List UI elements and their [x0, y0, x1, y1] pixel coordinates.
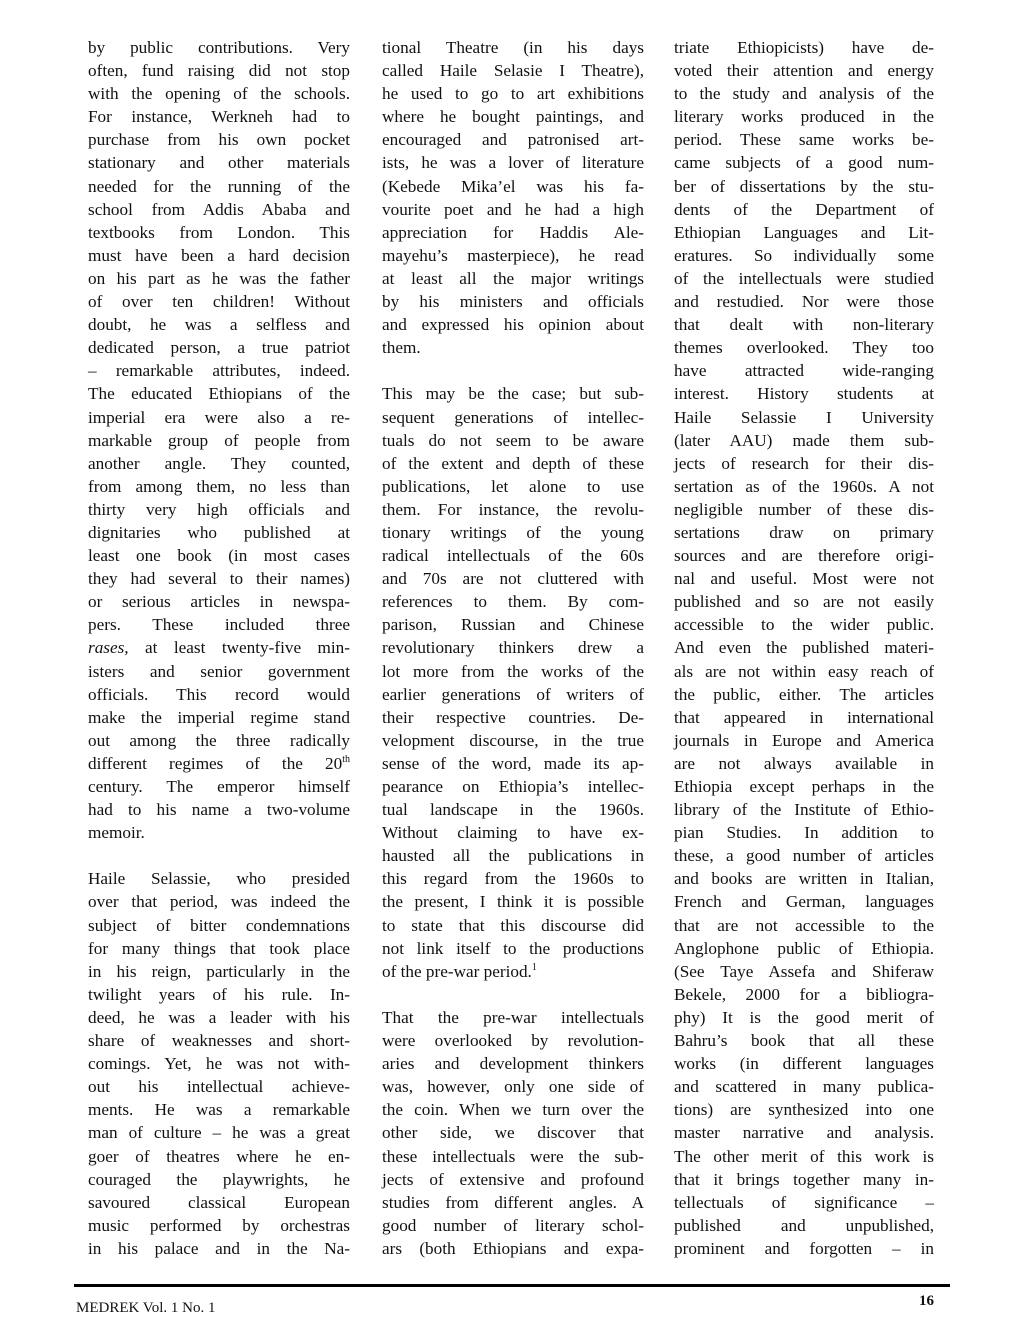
- text-line: (later AAU) made them sub-: [674, 430, 934, 450]
- text-line: pers. These included three: [88, 615, 350, 635]
- text-line: by public contributions. Very: [88, 38, 350, 57]
- text-line: they had several to their names): [88, 569, 350, 589]
- text-line: good number of literary schol-: [382, 1215, 644, 1235]
- text-line: The other merit of this work is: [674, 1146, 934, 1166]
- text-line: school from Addis Ababa and: [88, 199, 350, 219]
- text-line: aries and development thinkers: [382, 1054, 644, 1074]
- text-line: tual landscape in the 1960s.: [382, 800, 644, 820]
- text-line: were overlooked by revolution-: [382, 1031, 644, 1051]
- text-line: are not always available in: [674, 753, 934, 773]
- text-line: goer of theatres where he en-: [88, 1146, 350, 1166]
- text-line: sequent generations of intellec-: [382, 407, 644, 427]
- text-line: vourite poet and he had a high: [382, 199, 644, 219]
- text-line: interest. History students at: [674, 384, 934, 404]
- text-line: markable group of people from: [88, 430, 350, 450]
- text-line: and scattered in many publica-: [674, 1077, 934, 1097]
- text-line: textbooks from London. This: [88, 222, 350, 242]
- text-line: ists, he was a lover of literature: [382, 153, 644, 173]
- text-line: jects of research for their dis-: [674, 453, 934, 473]
- text-line: tionary writings of the young: [382, 522, 644, 542]
- text-line: deed, he was a leader with his: [88, 1007, 350, 1027]
- journal-footer: MEDREK Vol. 1 No. 1: [76, 1300, 216, 1316]
- text-line: their respective countries. De-: [382, 707, 644, 727]
- text-line: music performed by orchestras: [88, 1215, 350, 1235]
- text-line: phy) It is the good merit of: [674, 1007, 934, 1027]
- text-line: isters and senior government: [88, 661, 350, 681]
- text-line: was, however, only one side of: [382, 1077, 644, 1097]
- text-line: jects of extensive and profound: [382, 1169, 644, 1189]
- footnote-reference[interactable]: 1: [531, 961, 537, 973]
- text-line: earlier generations of writers of: [382, 684, 644, 704]
- text-line: tions) are synthesized into one: [674, 1100, 934, 1120]
- text-line: pearance on Ethiopia’s intellec-: [382, 777, 644, 796]
- text-line: ars (both Ethiopians and expa-: [382, 1238, 644, 1258]
- text-line: these, a good number of articles: [674, 846, 934, 866]
- text-line: references to them. By com-: [382, 592, 644, 612]
- text-line: thirty very high officials and: [88, 499, 350, 519]
- text-line: dignitaries who published at: [88, 522, 350, 542]
- text-line: This may be the case; but sub-: [382, 384, 644, 404]
- text-line: – remarkable attributes, indeed.: [88, 361, 350, 381]
- text-line: library of the Institute of Ethio-: [674, 800, 934, 820]
- text-line: als are not within easy reach of: [674, 661, 934, 681]
- text-line: French and German, languages: [674, 892, 934, 912]
- text-line: tellectuals of significance –: [674, 1192, 934, 1212]
- page-number: 16: [919, 1293, 934, 1309]
- text-line: to the study and analysis of the: [674, 84, 934, 104]
- text-line: needed for the running of the: [88, 176, 350, 196]
- text-fragment: different regimes of the 20: [88, 753, 343, 773]
- text-line: in his palace and in the Na-: [88, 1238, 350, 1258]
- ordinal-superscript: th: [342, 753, 350, 765]
- text-line: For instance, Werkneh had to: [88, 107, 350, 127]
- paragraph-gap: [88, 844, 350, 867]
- text-line: sources and are therefore origi-: [674, 546, 934, 566]
- text-line: that dealt with non-literary: [674, 315, 934, 335]
- text-line: Bekele, 2000 for a bibliogra-: [674, 984, 934, 1004]
- text-line: ber of dissertations by the stu-: [674, 176, 934, 196]
- text-line: this regard from the 1960s to: [382, 869, 644, 889]
- text-line: parison, Russian and Chinese: [382, 615, 644, 635]
- text-line: Ethiopia except perhaps in the: [674, 777, 934, 796]
- text-line: mayehu’s masterpiece), he read: [382, 245, 644, 265]
- text-line: themes overlooked. They too: [674, 338, 934, 358]
- text-line: or serious articles in newspa-: [88, 592, 350, 612]
- text-line: ments. He was a remarkable: [88, 1100, 350, 1120]
- paragraph-gap: [382, 983, 644, 1006]
- text-line: tional Theatre (in his days: [382, 38, 644, 57]
- text-line: doubt, he was a selfless and: [88, 315, 350, 335]
- text-line: stationary and other materials: [88, 153, 350, 173]
- text-line: them.: [382, 338, 421, 358]
- text-line: negligible number of these dis-: [674, 499, 934, 519]
- text-line: couraged the playwrights, he: [88, 1169, 350, 1189]
- text-line: studies from different angles. A: [382, 1192, 644, 1212]
- text-column-3: [674, 36, 934, 1260]
- text-line: imperial era were also a re-: [88, 407, 350, 427]
- text-line: of the intellectuals were studied: [674, 268, 934, 288]
- text-line-with-superscript: [88, 752, 350, 775]
- text-line: accessible to the wider public.: [674, 615, 934, 635]
- text-line: That the pre-war intellectuals: [382, 1007, 644, 1027]
- text-line: Haile Selassie, who presided: [88, 869, 350, 889]
- paragraph-gap: [382, 359, 644, 382]
- text-line-with-footnote: [382, 960, 644, 983]
- footer-divider: [74, 1284, 950, 1287]
- text-line: Bahru’s book that all these: [674, 1031, 934, 1051]
- text-line: velopment discourse, in the true: [382, 730, 644, 750]
- text-line: over that period, was indeed the: [88, 892, 350, 912]
- text-line: sense of the word, made its ap-: [382, 753, 644, 773]
- text-line: these intellectuals were the sub-: [382, 1146, 644, 1166]
- text-line: that appeared in international: [674, 707, 934, 727]
- text-line: the present, I think it is possible: [382, 892, 644, 912]
- text-line: And even the published materi-: [674, 638, 934, 658]
- text-line: pian Studies. In addition to: [674, 823, 934, 843]
- text-column-1: [88, 36, 350, 1260]
- text-line: another angle. They counted,: [88, 453, 350, 473]
- text-line: dents of the Department of: [674, 199, 934, 219]
- text-line: must have been a hard decision: [88, 245, 350, 265]
- text-line: other side, we discover that: [382, 1123, 644, 1143]
- text-line: encouraged and patronised art-: [382, 130, 644, 150]
- text-line: triate Ethiopicists) have de-: [674, 38, 934, 57]
- text-line: publications, let alone to use: [382, 476, 644, 496]
- text-line: came subjects of a good num-: [674, 153, 934, 173]
- text-line: prominent and forgotten – in: [674, 1238, 934, 1258]
- text-line: of the extent and depth of these: [382, 453, 644, 473]
- text-line: that are not accessible to the: [674, 915, 934, 935]
- text-line: Anglophone public of Ethiopia.: [674, 938, 934, 958]
- text-line: (Kebede Mika’el was his fa-: [382, 176, 644, 196]
- text-line: Haile Selassie I University: [674, 407, 934, 427]
- text-line: the coin. When we turn over the: [382, 1100, 644, 1120]
- text-line: and expressed his opinion about: [382, 315, 644, 335]
- text-column-2: [382, 36, 644, 1260]
- text-line: literary works produced in the: [674, 107, 934, 127]
- text-line: lot more from the works of the: [382, 661, 644, 681]
- text-line: published and unpublished,: [674, 1215, 934, 1235]
- text-line: by his ministers and officials: [382, 292, 644, 312]
- text-line: make the imperial regime stand: [88, 707, 350, 727]
- text-line: he used to go to art exhibitions: [382, 84, 644, 104]
- text-line: with the opening of the schools.: [88, 84, 350, 104]
- text-line: from among them, no less than: [88, 476, 350, 496]
- text-line: voted their attention and energy: [674, 61, 934, 81]
- text-line: revolutionary thinkers drew a: [382, 638, 644, 658]
- text-line: that it brings together many in-: [674, 1169, 934, 1189]
- text-line: radical intellectuals of the 60s: [382, 546, 644, 566]
- text-line: savoured classical European: [88, 1192, 350, 1212]
- text-line: where he bought paintings, and: [382, 107, 644, 127]
- text-line: eratures. So individually some: [674, 245, 934, 265]
- text-line: not link itself to the productions: [382, 938, 644, 958]
- text-line: man of culture – he was a great: [88, 1123, 350, 1143]
- text-line: comings. Yet, he was not with-: [88, 1054, 350, 1074]
- text-fragment: of the pre-war period.: [382, 961, 532, 981]
- text-line: rases, at least twenty-five min-: [88, 638, 350, 658]
- text-line: called Haile Selasie I Theatre),: [382, 61, 644, 81]
- text-line: often, fund raising did not stop: [88, 61, 350, 81]
- text-line: the public, either. The articles: [674, 684, 934, 704]
- text-line: dedicated person, a true patriot: [88, 338, 350, 358]
- text-line: tuals do not seem to be aware: [382, 430, 644, 450]
- text-line: and 70s are not cluttered with: [382, 569, 644, 589]
- text-line: sertations draw on primary: [674, 522, 934, 542]
- text-line: on his part as he was the father: [88, 268, 350, 288]
- text-line: in his reign, particularly in the: [88, 961, 350, 981]
- text-line: subject of bitter condemnations: [88, 915, 350, 935]
- text-line: works (in different languages: [674, 1054, 934, 1074]
- text-line: (See Taye Assefa and Shiferaw: [674, 961, 934, 981]
- text-line: least one book (in most cases: [88, 546, 350, 566]
- text-line: have attracted wide-ranging: [674, 361, 934, 381]
- text-line: and books are written in Italian,: [674, 869, 934, 889]
- text-line: journals in Europe and America: [674, 730, 934, 750]
- text-line: appreciation for Haddis Ale-: [382, 222, 644, 242]
- text-line: hausted all the publications in: [382, 846, 644, 866]
- text-line: to state that this discourse did: [382, 915, 644, 935]
- text-line: period. These same works be-: [674, 130, 934, 150]
- text-line: them. For instance, the revolu-: [382, 499, 644, 519]
- text-line: had to his name a two-volume: [88, 800, 350, 820]
- text-line: master narrative and analysis.: [674, 1123, 934, 1143]
- text-line: for many things that took place: [88, 938, 350, 958]
- text-line: published and so are not easily: [674, 592, 934, 612]
- text-line: of over ten children! Without: [88, 292, 350, 312]
- text-line: purchase from his own pocket: [88, 130, 350, 150]
- text-line: Ethiopian Languages and Lit-: [674, 222, 934, 242]
- text-line: The educated Ethiopians of the: [88, 384, 350, 404]
- text-line: out his intellectual achieve-: [88, 1077, 350, 1097]
- italic-term: rases,: [88, 638, 129, 658]
- text-line: at least all the major writings: [382, 268, 644, 288]
- text-line: Without claiming to have ex-: [382, 823, 644, 843]
- text-line: officials. This record would: [88, 684, 350, 704]
- text-line: twilight years of his rule. In-: [88, 984, 350, 1004]
- text-line: sertation as of the 1960s. A not: [674, 476, 934, 496]
- text-line: and restudied. Nor were those: [674, 292, 934, 312]
- text-line: share of weaknesses and short-: [88, 1031, 350, 1051]
- text-line: nal and useful. Most were not: [674, 569, 934, 589]
- text-line: out among the three radically: [88, 730, 350, 750]
- text-line: memoir.: [88, 823, 145, 843]
- text-line: century. The emperor himself: [88, 777, 350, 796]
